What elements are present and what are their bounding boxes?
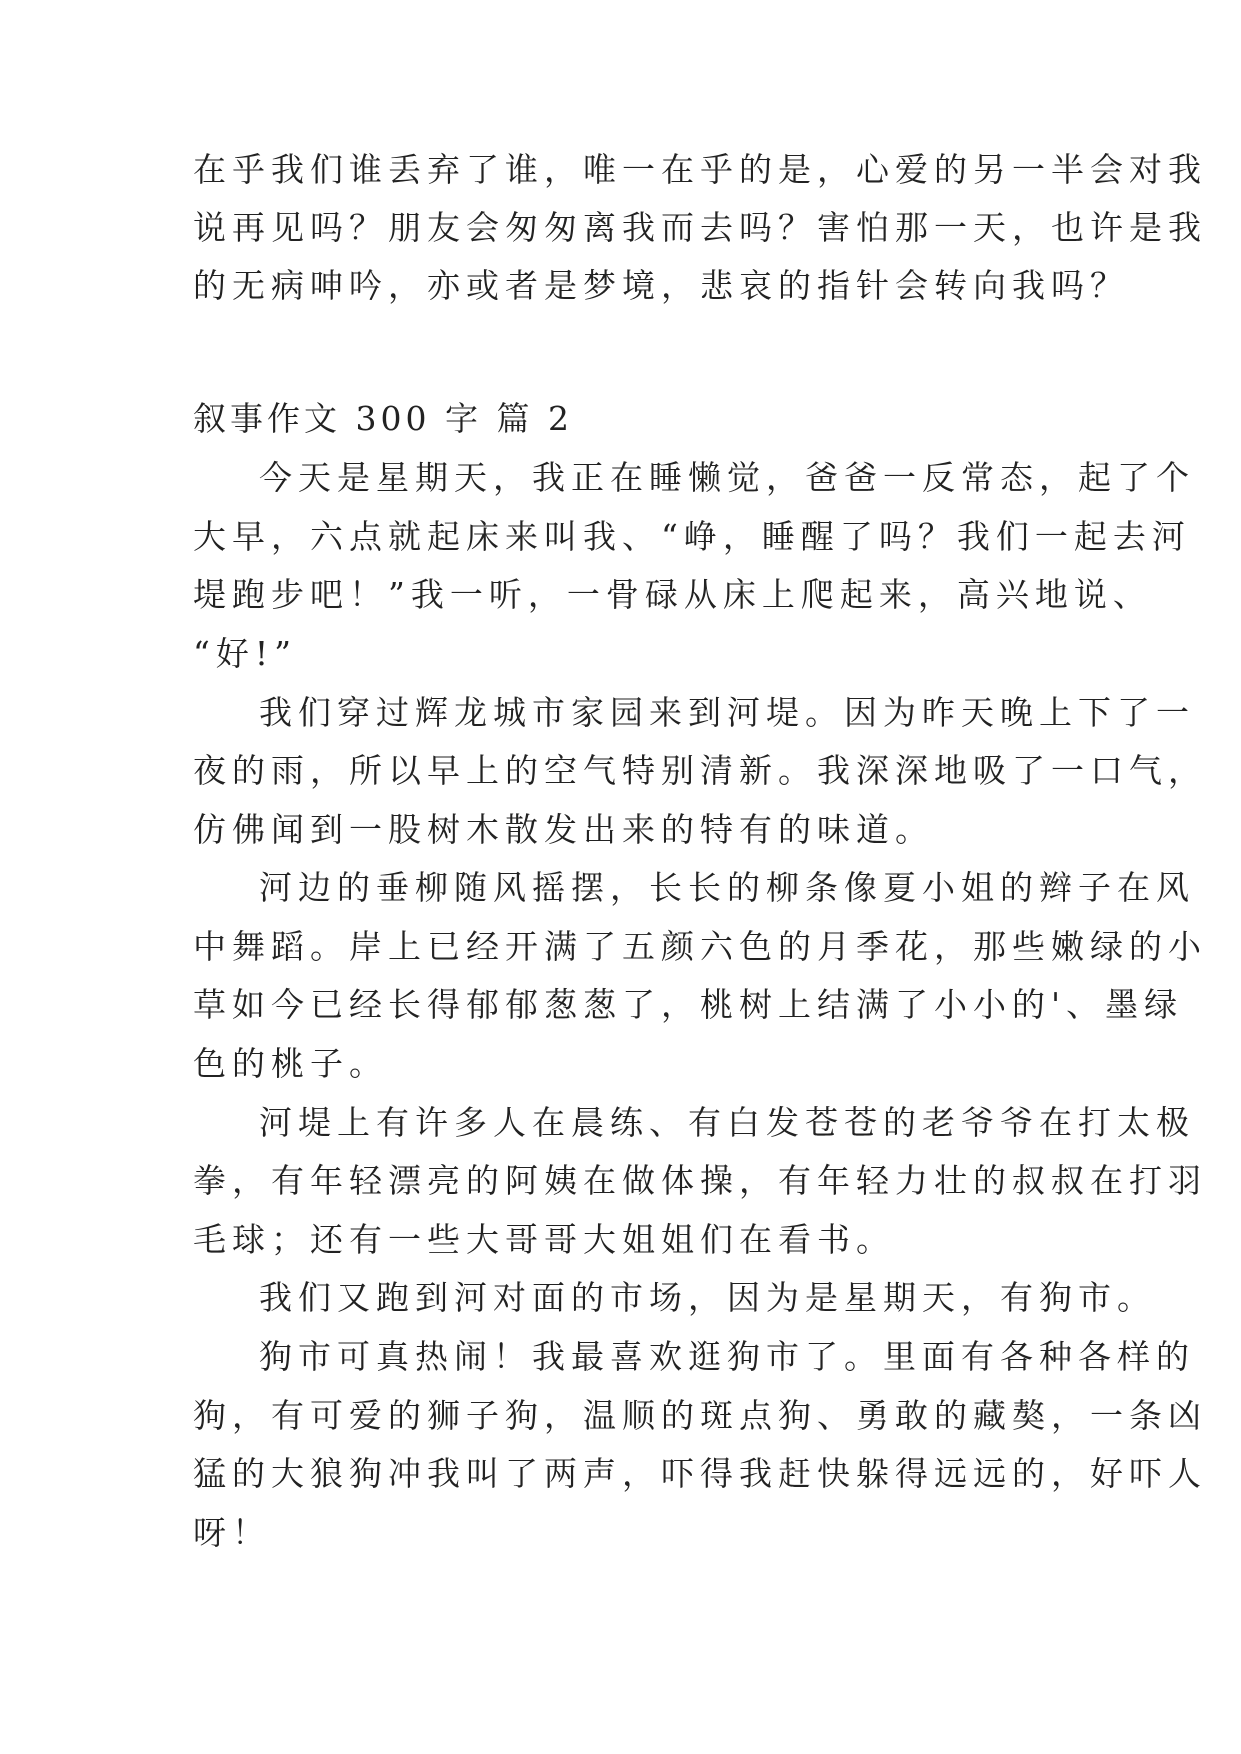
text-line: 堤跑步吧！”我一听，一骨碌从床上爬起来，高兴地说、 (193, 575, 1152, 614)
text-line: 仿佛闻到一股树木散发出来的特有的味道。 (193, 810, 934, 849)
text-line: 狗市可真热闹！我最喜欢逛狗市了。里面有各种各样的 (259, 1337, 1195, 1376)
text-line: 猛的大狼狗冲我叫了两声，吓得我赶快躲得远远的，好吓人 (193, 1454, 1207, 1493)
text-line: 今天是星期天，我正在睡懒觉，爸爸一反常态，起了个 (259, 458, 1195, 497)
text-line: 草如今已经长得郁郁葱葱了，桃树上结满了小小的'、墨绿 (193, 985, 1184, 1024)
text-line: 我们又跑到河对面的市场，因为是星期天，有狗市。 (259, 1278, 1156, 1317)
text-line: 的无病呻吟，亦或者是梦境，悲哀的指针会转向我吗？ (193, 266, 1129, 305)
text-line: 河堤上有许多人在晨练、有白发苍苍的老爷爷在打太极 (259, 1103, 1195, 1142)
text-line: 狗，有可爱的狮子狗，温顺的斑点狗、勇敢的藏獒，一条凶 (193, 1396, 1207, 1435)
text-line: “好!” (193, 634, 298, 673)
text-line: 夜的雨，所以早上的空气特别清新。我深深地吸了一口气， (193, 751, 1207, 790)
text-line: 在乎我们谁丢弃了谁，唯一在乎的是，心爱的另一半会对我 (193, 150, 1207, 189)
text-line: 说再见吗？朋友会匆匆离我而去吗？害怕那一天，也许是我 (193, 208, 1207, 247)
text-line: 河边的垂柳随风摇摆，长长的柳条像夏小姐的辫子在风 (259, 868, 1195, 907)
text-line: 中舞蹈。岸上已经开满了五颜六色的月季花，那些嫩绿的小 (193, 927, 1207, 966)
text-line: 大早，六点就起床来叫我、“峥，睡醒了吗？我们一起去河 (193, 517, 1191, 556)
text-line: 色的桃子。 (193, 1044, 388, 1083)
text-line: 我们穿过辉龙城市家园来到河堤。因为昨天晚上下了一 (259, 693, 1195, 732)
text-line: 呀！ (193, 1513, 271, 1552)
text-line: 拳，有年轻漂亮的阿姨在做体操，有年轻力壮的叔叔在打羽 (193, 1161, 1207, 1200)
text-line: 毛球；还有一些大哥哥大姐姐们在看书。 (193, 1220, 895, 1259)
section-heading: 叙事作文 300 字 篇 2 (193, 399, 573, 438)
